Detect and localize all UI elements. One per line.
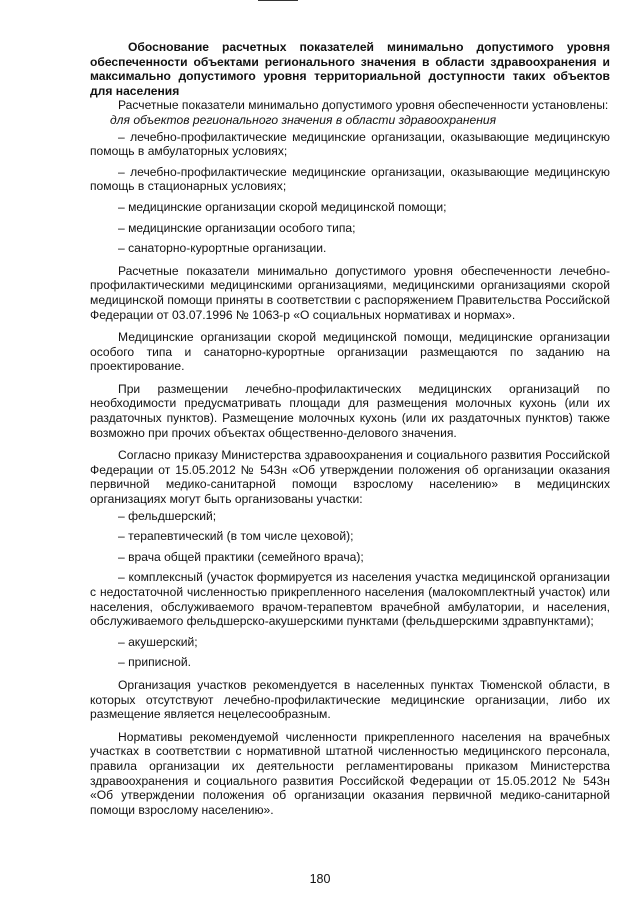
order-paragraph: Согласно приказу Министерства здравоохранения и социального развития Российской Федерации от 15.05.2012 № 543н «Об утверждении положения об организации оказания первичной медико-санитарной помощи взрослому населению» в медицинских организациях могут быть организованы участки: [90, 448, 610, 507]
section-item: – комплексный (участок формируется из населения участка медицинской организации с недостаточной численностью прикрепленного населения (малокомплектный участок) или населения, обслуживаемого врачом-терапевтом врачебной амбулатории, и населения, обслуживаемого фельдшерско-акушерскими пунктами (фельдшерскими здравпунктами); [90, 570, 610, 629]
section-heading: Обоснование расчетных показателей минимально допустимого уровня обеспеченности объектами регионального значения в области здравоохранения и максимально допустимого уровня территориальной доступности таких объектов для населения [90, 40, 610, 98]
section-item: – фельдшерский; [118, 508, 217, 523]
kitchens-paragraph: При размещении лечебно-профилактических медицинских организаций по необходимости предусматривать площади для размещения молочных кухонь (или их раздаточных пунктов). Размещение молочных кухонь (или их раздаточных пунктов) также возможно при прочих объектах общественно-делового значения. [90, 381, 610, 440]
object-item: – санаторно-курортные организации. [118, 241, 327, 256]
top-rule [258, 0, 298, 1]
page-number: 180 [309, 872, 331, 886]
intro-paragraph: Расчетные показатели минимально допустимого уровня обеспеченности установлены: [118, 98, 609, 113]
subheading: для объектов регионального значения в области здравоохранения [110, 112, 497, 127]
object-item: – лечебно-профилактические медицинские организации, оказывающие медицинскую помощь в стационарных условиях; [90, 164, 610, 194]
norms-paragraph: Расчетные показатели минимально допустимого уровня обеспеченности лечебно-профилактическими медицинскими организациями, медицинскими организациями скорой медицинской помощи приняты в соответствии с распоряжением Правительства Российской Федерации от 03.07.1996 № 1063-р «О социальных нормативах и нормах». [90, 263, 610, 322]
section-item: – терапевтический (в том числе цеховой); [118, 529, 354, 544]
staff-paragraph: Нормативы рекомендуемой численности прикрепленного населения на врачебных участках в соответствии с нормативной штатной численностью медицинского персонала, правила организации их деятельности регламентированы приказом Министерства здравоохранения и социального развития Российской Федерации от 15.05.2012 № 543н «Об утверждении положения об организации оказания первичной медико-санитарной помощи взрослому населению». [90, 729, 610, 817]
tyumen-paragraph: Организация участков рекомендуется в населенных пунктах Тюменской области, в которых отсутствуют лечебно-профилактические медицинские организации, либо их размещение является нецелесообразным. [90, 677, 610, 722]
section-item: – врача общей практики (семейного врача); [118, 549, 364, 564]
section-item: – приписной. [118, 655, 191, 670]
section-item: – акушерский; [118, 634, 198, 649]
design-paragraph: Медицинские организации скорой медицинской помощи, медицинские организации особого типа и санаторно-курортные организации размещаются по заданию на проектирование. [90, 330, 610, 374]
object-item: – медицинские организации скорой медицинской помощи; [118, 199, 447, 214]
object-item: – лечебно-профилактические медицинские организации, оказывающие медицинскую помощь в амбулаторных условиях; [90, 129, 610, 159]
object-item: – медицинские организации особого типа; [118, 220, 356, 235]
